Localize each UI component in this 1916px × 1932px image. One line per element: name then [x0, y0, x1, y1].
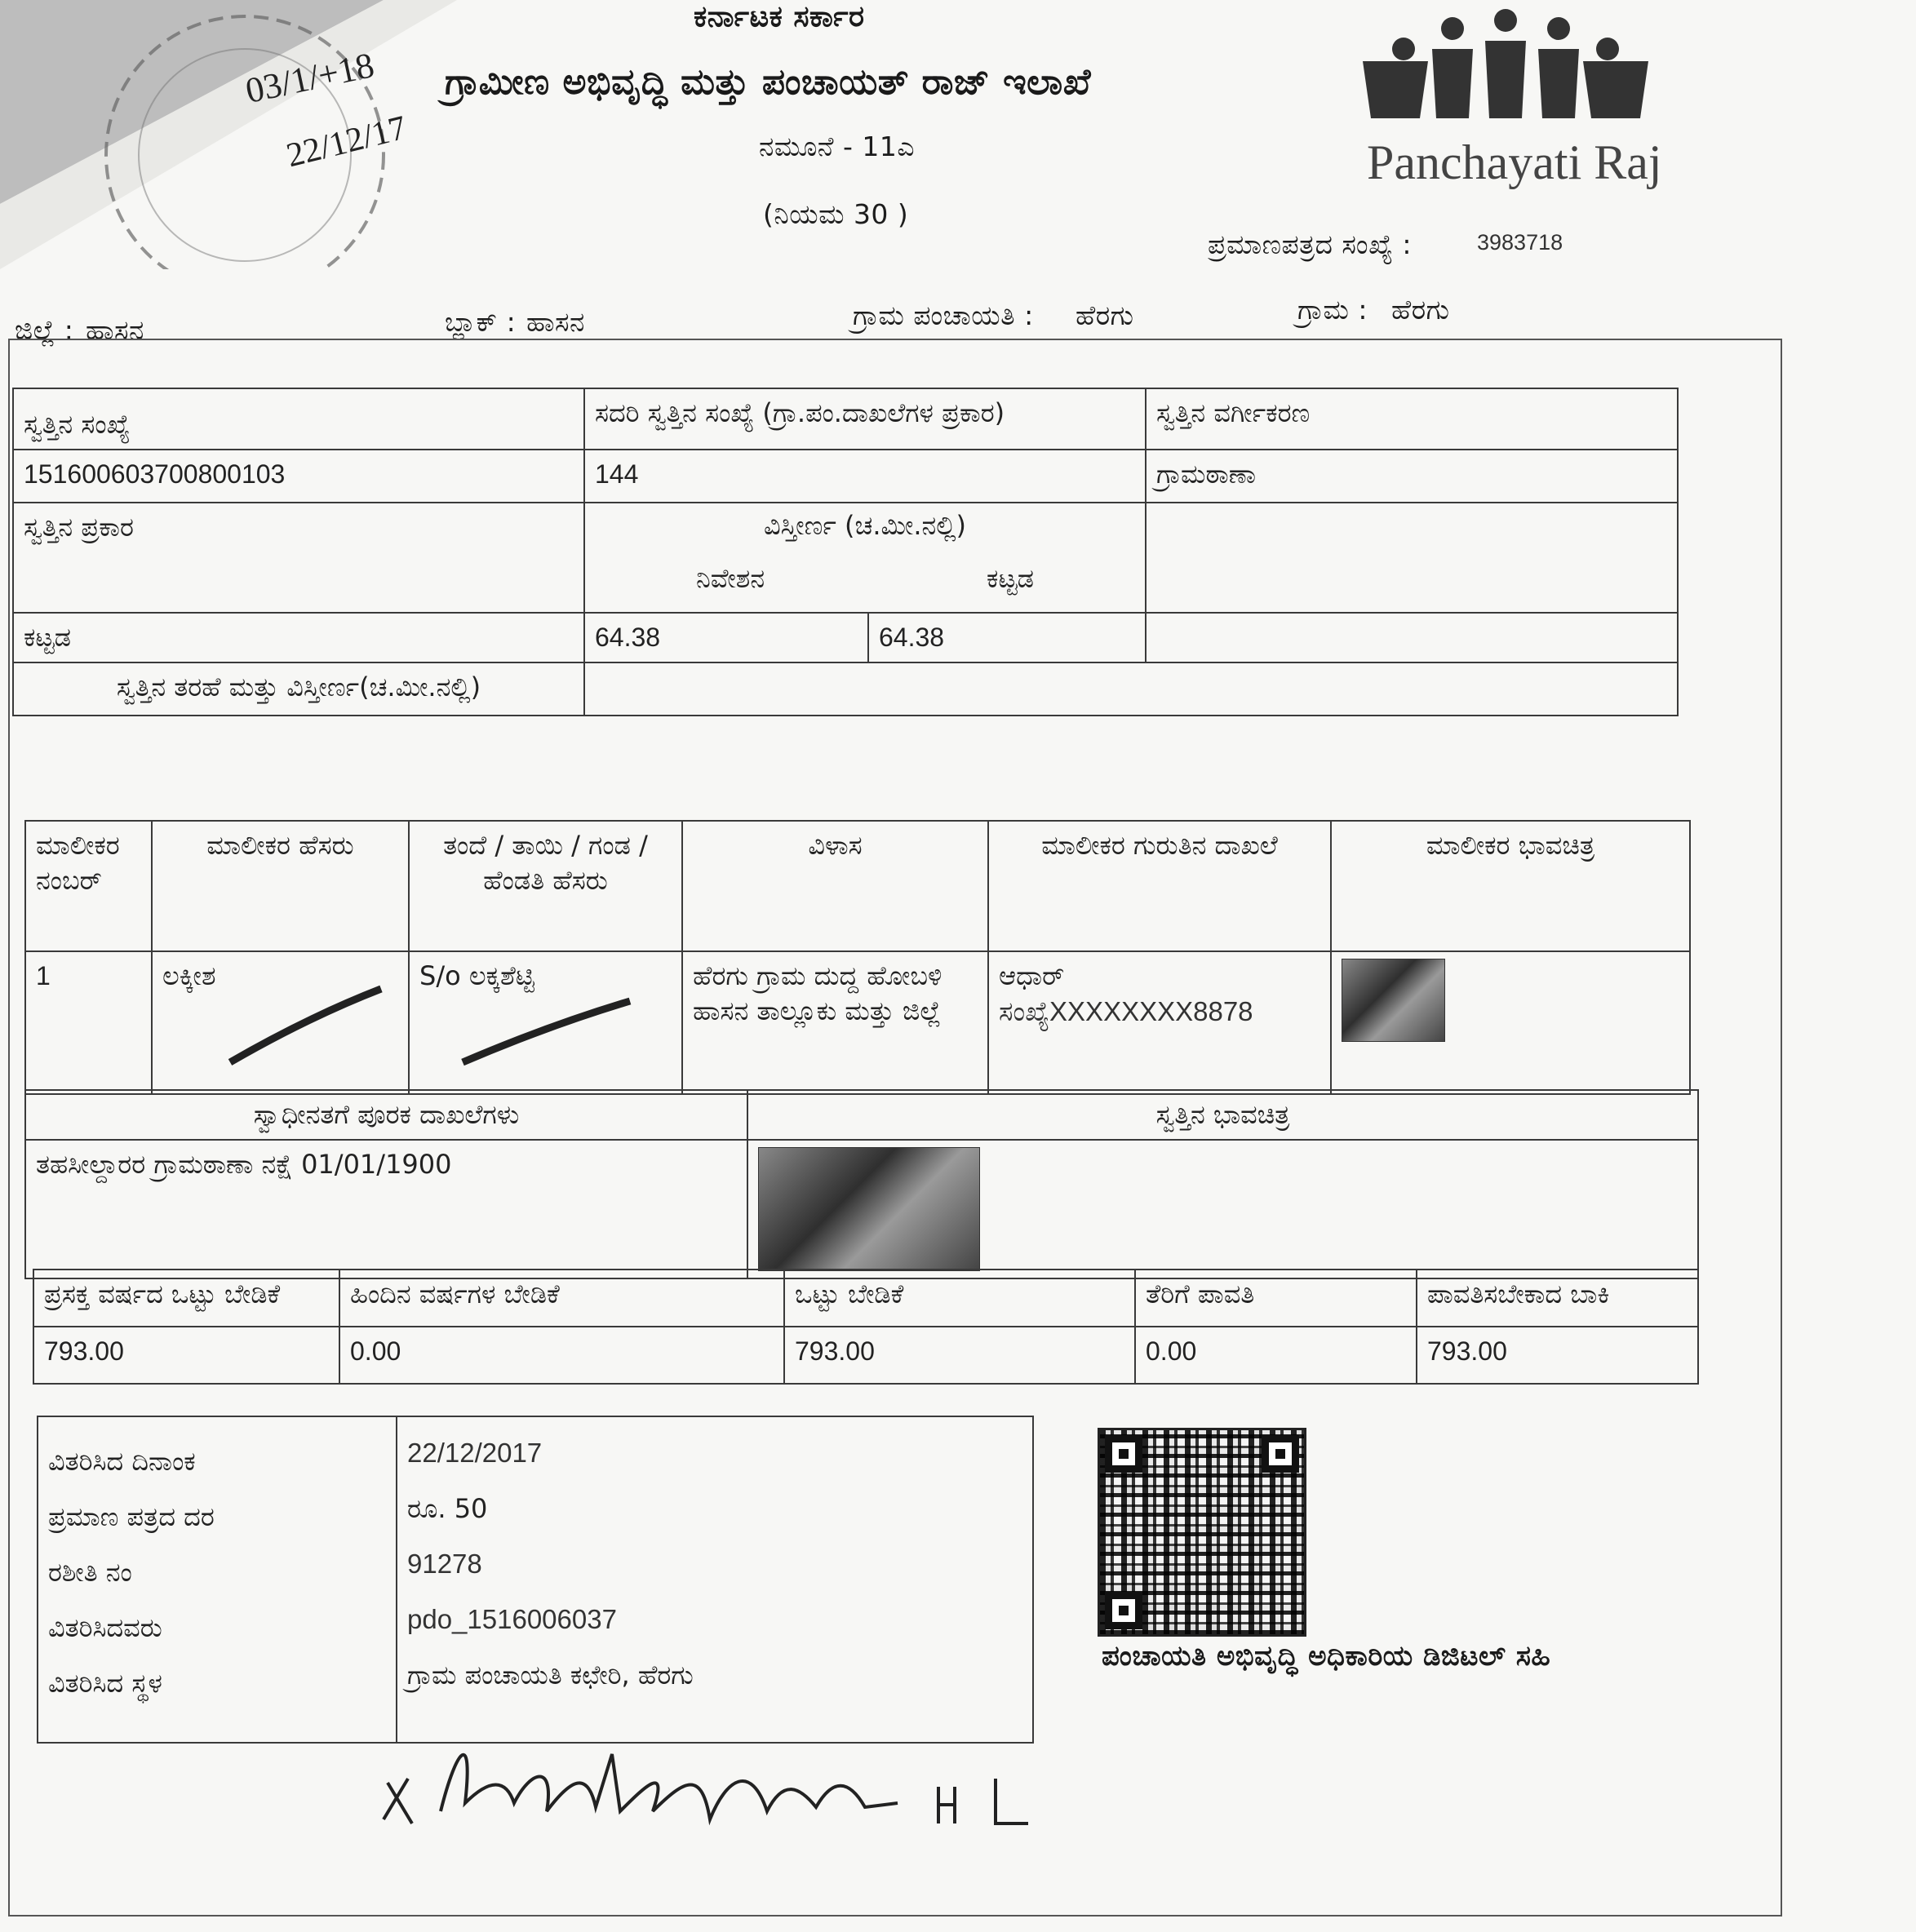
issue-details-table [37, 1416, 1034, 1744]
relation-header: ತಂದೆ / ತಾಯಿ / ಗಂಡ / ಹೆಂಡತಿ ಹೆಸರು [409, 821, 682, 951]
gram-panchayat-value: ಹೆರಗು [1076, 299, 1134, 331]
block-value: ಹಾಸನ [526, 306, 585, 338]
kind-area-label: ಸ್ವತ್ತಿನ ತರಹೆ ಮತ್ತು ವಿಸ್ತೀರ್ಣ(ಚ.ಮೀ.ನಲ್ಲಿ) [13, 662, 584, 716]
tax-value: 0.00 [339, 1327, 784, 1384]
blank-cell [1146, 613, 1678, 662]
tax-header: ಪಾವತಿಸಬೇಕಾದ ಬಾಕಿ [1417, 1270, 1698, 1327]
issue-date-label: ವಿತರಿಸಿದ ದಿನಾಂಕ [48, 1446, 196, 1477]
logo-text: Panchayati Raj [1367, 135, 1662, 189]
fee-value: ರೂ. 50 [407, 1493, 488, 1524]
relation-name: S/o ಲಕ್ಕಶೆಟ್ಟಿ [419, 960, 535, 991]
owner-number: 1 [25, 951, 152, 1094]
owner-number-header: ಮಾಲೀಕರ ನಂಬರ್ [25, 821, 152, 951]
id-type: ಆಧಾರ್ [999, 960, 1065, 991]
owners-table [24, 820, 1691, 1095]
property-photo-label: ಸ್ವತ್ತಿನ ಭಾವಚಿತ್ರ [747, 1090, 1698, 1140]
block-label: ಬ್ಲಾಕ್ : [445, 306, 517, 338]
tax-value: 793.00 [784, 1327, 1135, 1384]
village-label: ಗ್ರಾಮ : [1297, 294, 1368, 326]
district-value: ಹಾಸನ [86, 314, 144, 346]
property-type-label: ಸ್ವತ್ತಿನ ಪ್ರಕಾರ [13, 503, 584, 613]
area-label: ವಿಸ್ತೀರ್ಣ (ಚ.ಮೀ.ನಲ್ಲಿ) [764, 510, 966, 541]
gram-panchayat-label: ಗ್ರಾಮ ಪಂಚಾಯತಿ : [853, 299, 1034, 331]
certificate-number: 3983718 [1477, 230, 1563, 255]
receipt-label: ರಶೀತಿ ನಂ [48, 1557, 132, 1588]
department-title: ಗ್ರಾಮೀಣ ಅಭಿವೃದ್ಧಿ ಮತ್ತು ಪಂಚಾಯತ್ ರಾಜ್ ಇಲಾಖೆ [445, 61, 1092, 103]
kind-area-value [584, 662, 1678, 716]
fee-label: ಪ್ರಮಾಣ ಪತ್ರದ ದರ [48, 1501, 215, 1532]
certificate-number-label: ಪ್ರಮಾಣಪತ್ರದ ಸಂಖ್ಯೆ : [1208, 228, 1413, 260]
building-area: 64.38 [868, 613, 1146, 662]
strike-mark [459, 993, 638, 1066]
owner-photo [1342, 959, 1445, 1042]
owner-name: ಲಕ್ಕೀಶ [162, 960, 216, 991]
digital-signature-label: ಪಂಚಾಯತಿ ಅಭಿವೃದ್ಧಿ ಅಧಿಕಾರಿಯ ಡಿಜಿಟಲ್ ಸಹಿ [1102, 1640, 1551, 1673]
owner-name-header: ಮಾಲೀಕರ ಹೆಸರು [152, 821, 409, 951]
stamp-date-1: 03/1/+18 [242, 44, 378, 112]
govt-title: ಕರ್ನಾಟಕ ಸರ್ಕಾರ [694, 0, 865, 33]
tax-value: 793.00 [1417, 1327, 1698, 1384]
classification-extra [1146, 503, 1678, 613]
property-type-value: ಕಟ್ಟಡ [13, 613, 584, 662]
issued-by: pdo_1516006037 [407, 1604, 617, 1634]
site-label: ನಿವೇಶನ [695, 563, 765, 595]
tax-header: ಹಿಂದಿನ ವರ್ಷಗಳ ಬೇಡಿಕೆ [339, 1270, 784, 1327]
id-number: ಸಂಖ್ಯೆXXXXXXXX8878 [999, 996, 1253, 1027]
sadari-number: 144 [584, 450, 1146, 503]
address-header: ವಿಳಾಸ [682, 821, 988, 951]
receipt-number: 91278 [407, 1549, 482, 1579]
property-number-label: ಸ್ವತ್ತಿನ ಸಂಖ್ಯೆ [13, 388, 584, 450]
tax-header: ಪ್ರಸಕ್ತ ವರ್ಷದ ಒಟ್ಟು ಬೇಡಿಕೆ [33, 1270, 339, 1327]
issue-place: ಗ್ರಾಮ ಪಂಚಾಯತಿ ಕಛೇರಿ, ಹೆರಗು [407, 1659, 694, 1690]
tax-value: 0.00 [1135, 1327, 1417, 1384]
ownership-docs-label: ಸ್ವಾಧೀನತಗೆ ಪೂರಕ ದಾಖಲೆಗಳು [25, 1090, 747, 1140]
place-label: ವಿತರಿಸಿದ ಸ್ಥಳ [48, 1668, 162, 1699]
classification-value: ಗ್ರಾಮಠಾಣಾ [1146, 450, 1678, 503]
panchayati-raj-logo-icon [1355, 4, 1657, 126]
tax-table [33, 1269, 1699, 1385]
sadari-number-label: ಸದರಿ ಸ್ವತ್ತಿನ ಸಂಖ್ಯೆ (ಗ್ರಾ.ಪಂ.ದಾಖಲೆಗಳ ಪ್ರಕಾರ) [584, 388, 1146, 450]
handwritten-signature [375, 1730, 1077, 1852]
rule-number: (ನಿಯಮ 30 ) [763, 198, 909, 230]
property-table [12, 388, 1679, 716]
tax-value: 793.00 [33, 1327, 339, 1384]
district-label: ಜಿಲ್ಲೆ : [15, 314, 74, 346]
form-number: ನಮೂನೆ - 11ಎ [759, 131, 916, 162]
strike-mark [226, 985, 389, 1066]
id-header: ಮಾಲೀಕರ ಗುರುತಿನ ದಾಖಲೆ [988, 821, 1331, 951]
property-number: 151600603700800103 [13, 450, 584, 503]
owner-address: ಹೆರಗು ಗ್ರಾಮ ದುದ್ದ ಹೋಬಳಿ ಹಾಸನ ತಾಲ್ಲೂಕು ಮತ್ತು ಜಿಲ್ಲೆ [682, 951, 988, 1094]
table-row [25, 951, 1690, 1094]
village-value: ಹೆರಗು [1391, 294, 1450, 326]
tax-header: ತೆರಿಗೆ ಪಾವತಿ [1135, 1270, 1417, 1327]
classification-label: ಸ್ವತ್ತಿನ ವರ್ಗೀಕರಣ [1146, 388, 1678, 450]
issued-by-label: ವಿತರಿಸಿದವರು [48, 1612, 162, 1643]
issue-date: 22/12/2017 [407, 1438, 543, 1468]
building-label: ಕಟ್ಟಡ [987, 563, 1035, 595]
stamp-date-2: 22/12/17 [282, 109, 410, 175]
ownership-docs-table [24, 1089, 1699, 1279]
property-photo [758, 1147, 980, 1271]
tax-header: ಒಟ್ಟು ಬೇಡಿಕೆ [784, 1270, 1135, 1327]
site-area: 64.38 [584, 613, 868, 662]
qr-code-icon [1098, 1428, 1306, 1637]
owner-photo-header: ಮಾಲೀಕರ ಭಾವಚಿತ್ರ [1331, 821, 1690, 951]
ownership-docs-value: ತಹಸೀಲ್ದಾರರ ಗ್ರಾಮಠಾಣಾ ನಕ್ಷೆ 01/01/1900 [25, 1140, 747, 1278]
